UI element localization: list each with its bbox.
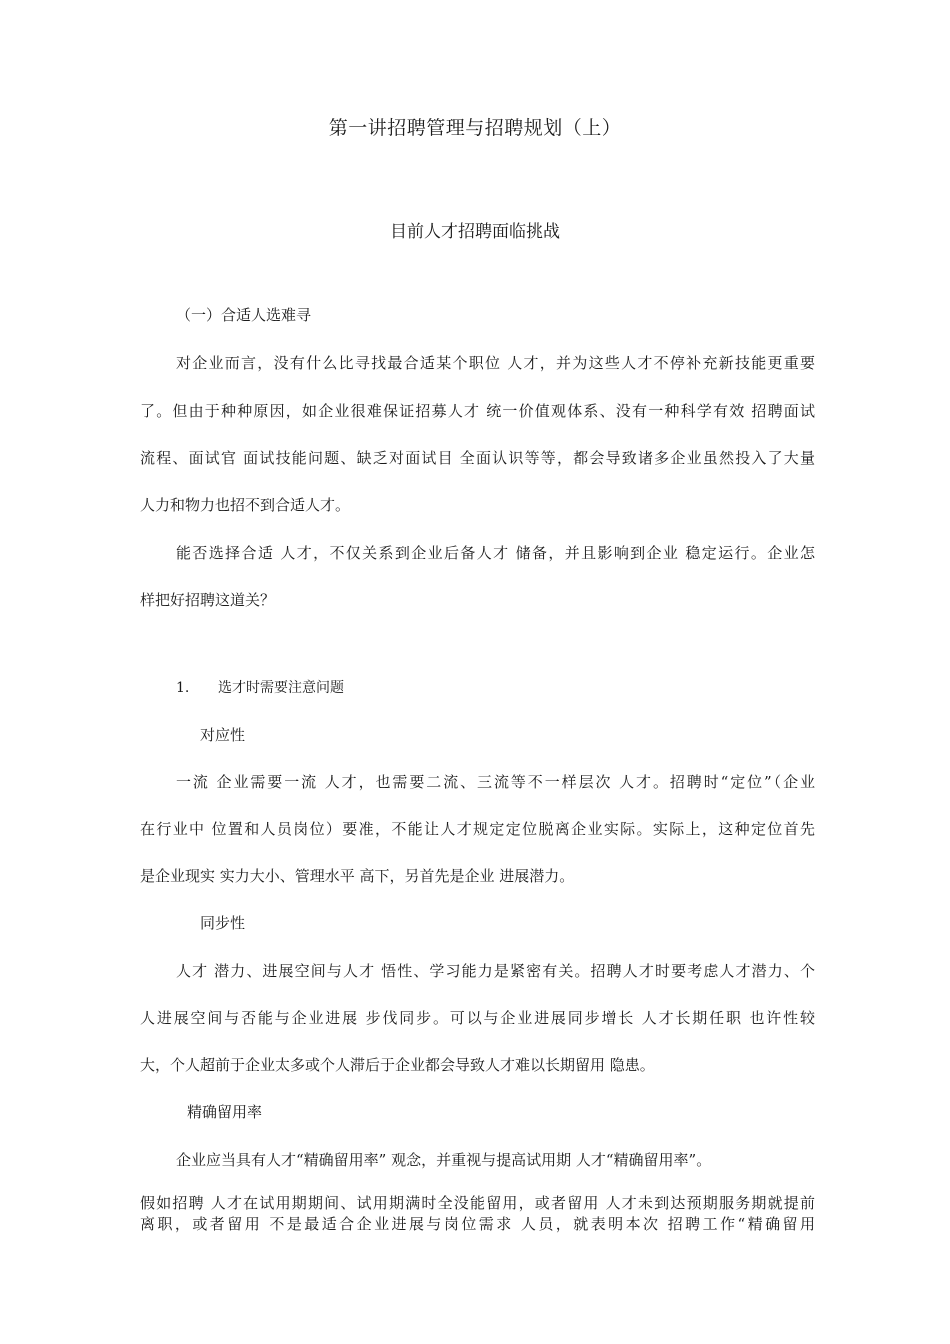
subsection-heading: 同步性 [200,914,246,932]
section-heading: （一）合适人选难寻 [176,306,312,324]
subsection-heading: 精确留用率 [187,1103,263,1121]
document-subtitle: 目前人才招聘面临挑战 [390,222,560,242]
list-item-number: 1. [176,680,190,696]
paragraph-line: 人力和物力也招不到合适人才。 [140,496,351,514]
paragraph-line: 能否选择合适 人才，不仅关系到企业后备人才 储备，并且影响到企业 稳定运行。企业怎 [176,544,815,562]
document-title: 第一讲招聘管理与招聘规划（上） [328,117,622,139]
paragraph-line: 离职，或者留用 不是最适合企业进展与岗位需求 人员，就表明本次 招聘工作“精确留用 [140,1215,815,1233]
paragraph-line: 样把好招聘这道关？ [140,591,276,609]
paragraph-line: 是企业现实 实力大小、管理水平 高下，另首先是企业 进展潜力。 [140,867,575,885]
paragraph-line: 在行业中 位置和人员岗位）要准，不能让人才规定定位脱离企业实际。实际上，这种定位首先 [140,820,815,838]
paragraph-line: 对企业而言，没有什么比寻找最合适某个职位 人才，并为这些人才不停补充新技能更重要 [176,354,815,372]
paragraph-line: 假如招聘 人才在试用期期间、试用期满时全没能留用，或者留用 人才未到达预期服务期就提前 [140,1194,815,1212]
paragraph-line: 了。但由于种种原因，如企业很难保证招募人才 统一价值观体系、没有一种科学有效 招聘面试 [140,402,815,420]
list-item [176,677,344,697]
paragraph-line: 人进展空间与否能与企业进展 步伐同步。可以与企业进展同步增长 人才长期任职 也许性较 [140,1009,815,1027]
paragraph-line: 人才 潜力、进展空间与人才 悟性、学习能力是紧密有关。招聘人才时要考虑人才潜力、个 [176,962,815,980]
subsection-heading: 对应性 [200,726,246,744]
paragraph-line: 大，个人超前于企业太多或个人滞后于企业都会导致人才难以长期留用 隐患。 [140,1056,655,1074]
list-item-text: 选才时需要注意问题 [218,680,344,696]
paragraph-line: 一流 企业需要一流 人才，也需要二流、三流等不一样层次 人才。招聘时“定位”（企业 [176,773,815,791]
paragraph-line: 企业应当具有人才“精确留用率” 观念，并重视与提高试用期 人才“精确留用率”。 [176,1151,712,1169]
paragraph-line: 流程、面试官 面试技能问题、缺乏对面试目 全面认识等等，都会导致诸多企业虽然投入了大量 [140,449,815,467]
